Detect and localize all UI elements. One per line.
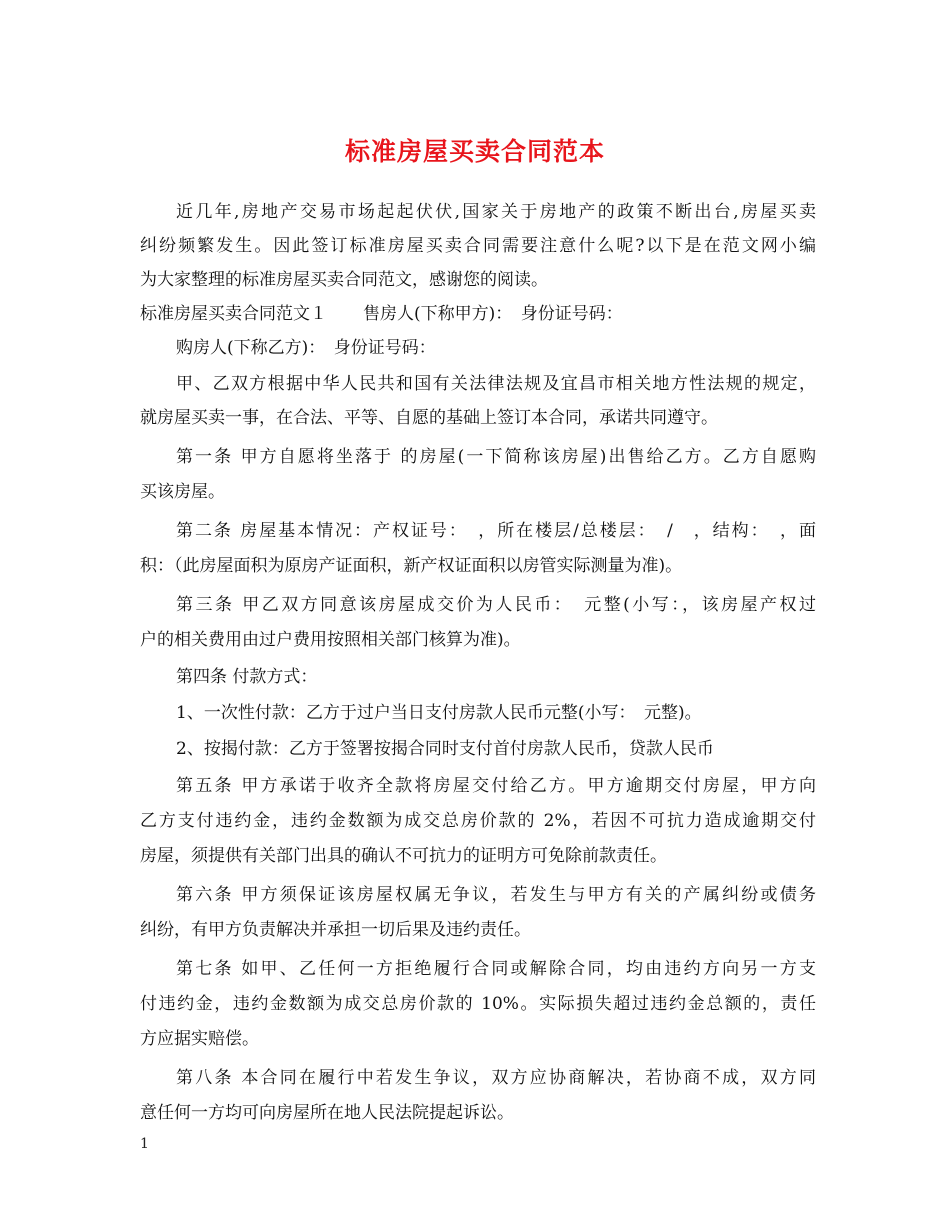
- page-number: 1: [140, 1136, 149, 1152]
- paragraph-line: 购房人(下称乙方)： 身份证号码：: [176, 338, 436, 358]
- paragraph-line: 意任何一方均可向房屋所在地人民法院提起诉讼。: [140, 1103, 514, 1123]
- document-title: 标准房屋买卖合同范本: [344, 137, 605, 166]
- paragraph-line: 第六条 甲方须保证该房屋权属无争议，若发生与甲方有关的产属纠纷或债务: [176, 885, 816, 905]
- paragraph-line: 第二条 房屋基本情况：产权证号： ，所在楼层/总楼层： / ，结构： ，面: [176, 521, 816, 541]
- paragraph-line: 1、一次性付款：乙方于过户当日支付房款人民币元整(小写： 元整)。: [176, 703, 702, 723]
- paragraph-line: 第五条 甲方承诺于收齐全款将房屋交付给乙方。甲方逾期交付房屋，甲方向: [176, 776, 816, 796]
- paragraph-line: 积：（此房屋面积为原房产证面积，新产权证面积以房管实际测量为准)。: [140, 556, 683, 576]
- paragraph-line: 第七条 如甲、乙任何一方拒绝履行合同或解除合同，均由违约方向另一方支: [176, 959, 816, 979]
- paragraph-line: 乙方支付违约金，违约金数额为成交总房价款的 2%，若因不可抗力造成逾期交付: [140, 811, 816, 831]
- paragraph-line: 纠纷频繁发生。因此签订标准房屋买卖合同需要注意什么呢?以下是在范文网小编: [140, 236, 816, 256]
- paragraph-line: 第八条 本合同在履行中若发生争议，双方应协商解决，若协商不成，双方同: [176, 1068, 816, 1088]
- paragraph-line: 方应据实赔偿。: [140, 1029, 259, 1049]
- paragraph-line: 房屋，须提供有关部门出具的确认不可抗力的证明方可免除前款责任。: [140, 846, 667, 866]
- paragraph-line: 户的相关费用由过户费用按照相关部门核算为准)。: [140, 630, 521, 650]
- paragraph-line: 付违约金，违约金数额为成交总房价款的 10%。实际损失超过违约金总额的，责任: [140, 994, 816, 1014]
- paragraph-line: 纠纷，有甲方负责解决并承担一切后果及违约责任。: [140, 920, 531, 940]
- seller-line: 售房人(下称甲方)： 身份证号码：: [363, 304, 623, 324]
- paragraph-line: [140, 302, 623, 326]
- paragraph-line: 第一条 甲方自愿将坐落于 的房屋(一下简称该房屋)出售给乙方。乙方自愿购: [176, 447, 816, 467]
- paragraph-line: 近几年,房地产交易市场起起伏伏,国家关于房地产的政策不断出台,房屋买卖: [176, 202, 816, 222]
- paragraph-line: 第三条 甲乙双方同意该房屋成交价为人民币： 元整(小写：，该房屋产权过: [176, 595, 816, 615]
- paragraph-line: 2、按揭付款：乙方于签署按揭合同时支付首付房款人民币，贷款人民币: [176, 739, 714, 759]
- paragraph-line: 为大家整理的标准房屋买卖合同范文，感谢您的阅读。: [140, 270, 548, 290]
- paragraph-line: 买该房屋。: [140, 482, 225, 502]
- paragraph-line: 就房屋买卖一事，在合法、平等、自愿的基础上签订本合同，承诺共同遵守。: [140, 408, 718, 428]
- sample-heading: 标准房屋买卖合同范文１: [140, 304, 327, 324]
- paragraph-line: 甲、乙双方根据中华人民共和国有关法律法规及宜昌市相关地方性法规的规定，: [176, 374, 816, 394]
- paragraph-line: 第四条 付款方式：: [176, 667, 318, 687]
